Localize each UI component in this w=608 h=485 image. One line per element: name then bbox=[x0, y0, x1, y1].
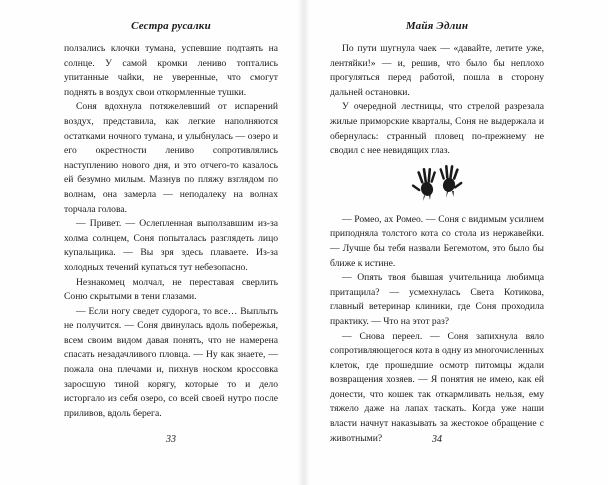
hand-prints-ornament-icon bbox=[407, 165, 467, 203]
paragraph: — Привет. — Ослепленная выползавшим из-за холма солнцем, Соня попыталась разглядеть лицо купальщика. — Вы зря здесь плаваете. Из-за холодных течений купаться тут небезопасно. bbox=[64, 218, 278, 273]
paragraph: ползались клочки тумана, успевшие подтаять на солнце. У самой кромки лениво топтались упитанные чайки, не уверенные, что смогут поднять в воздух свои откормленные тушки. bbox=[64, 43, 278, 98]
paragraph: Соня вдохнула потяжелевший от испарений воздух, представила, как легкие наполняются остатками ночного тумана, и улыбнулась — озеро и его окрестности лениво сопротивлялись наступлению нового дня, и это отчего-то казалось ей безумно милым. Мазнув по пляжу взглядом по волнам, она замерла — неподалеку на волнах торчала голова. bbox=[64, 101, 278, 215]
right-body-text bbox=[330, 42, 544, 446]
paragraph: По пути шугнула чаек — «давайте, летите уже, лентяйки!» — и, решив, что было бы неплохо прогуляться перед работой, пошла в сторону дальней остановки. bbox=[330, 43, 544, 98]
right-page bbox=[304, 0, 608, 485]
paragraph: Незнакомец молчал, не переставая сверлить Соню скрытыми в тени глазами. bbox=[64, 276, 278, 303]
paragraph: У очередной лестницы, что стрелой разрезала жилые приморские кварталы, Соня не выдержала и обернулась: странный пловец по-прежнему не сводил с нее невидящих глаз. bbox=[330, 101, 544, 157]
right-page-number: 34 bbox=[432, 434, 442, 445]
paragraph: — Ромео, ах Ромео. — Соня с видимым усилием приподняла толстого кота со стола из нержавейки. — Лучше бы тебя назвали Бегемотом, это было бы ближе к истине. bbox=[330, 213, 544, 269]
left-body-text bbox=[64, 42, 278, 421]
paragraph: — Если ногу сведет судорога, то все… Выплыть не получится. — Соня двинулась вдоль побережья, всем своим видом давая понять, что не намерена спасать незадачливого пловца. — Ну как знаете, — пожала она плечами и, пихнув носком кроссовка заросшую тиной корягу, которые то и дело исторгало из себя озеро, со всей своей нутро после приливов, вдоль берега. bbox=[64, 305, 278, 419]
right-running-head: Майя Эдлин bbox=[405, 20, 469, 32]
paragraph: — Опять твоя бывшая учительница любимца притащила? — усмехнулась Света Котикова, главный ветеринар клиники, где Соня проходила практику. — Что на этот раз? bbox=[330, 272, 544, 327]
left-page-number: 33 bbox=[166, 434, 176, 445]
paragraph: — Снова переел. — Соня запихнула вяло сопротивляющегося кота в одну из многочисленных клеток, где прошедшие осмотр питомцы ждали возвращения хозяев. — Я понятия не имею, как ей донести, что кошек так откармливать нельзя, ему тяжело даже на лапах таскать. Когда уже наши власти начнут наказывать за жестокое обращение с животными? bbox=[330, 330, 545, 444]
left-running-head: Сестра русалки bbox=[131, 20, 211, 32]
